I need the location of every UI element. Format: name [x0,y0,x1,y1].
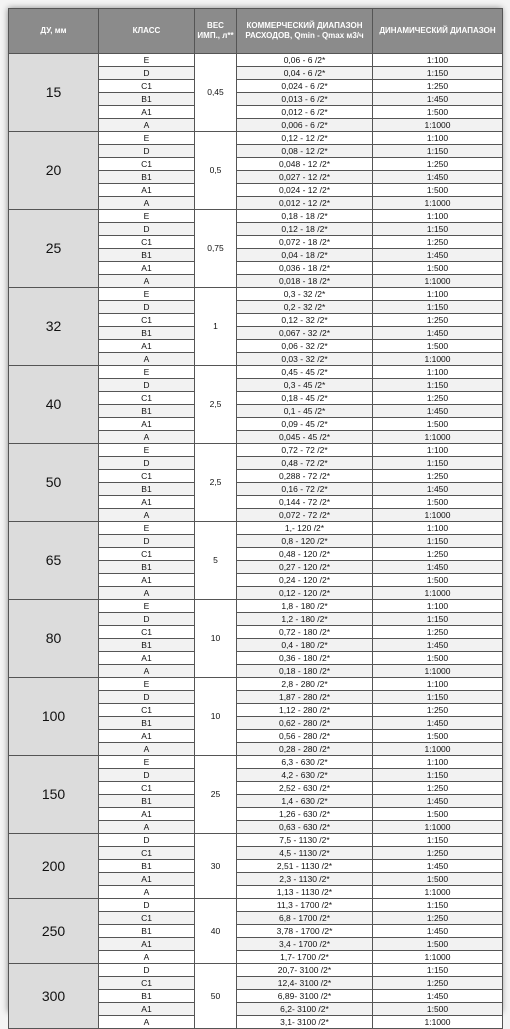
flow-range-cell: 0,06 - 6 /2* [237,54,373,67]
flow-range-cell: 4,5 - 1130 /2* [237,847,373,860]
flow-range-cell: 12,4- 3100 /2* [237,977,373,990]
class-cell: A1 [99,340,195,353]
table-row [9,834,503,847]
dynamic-range-cell: 1:1000 [373,353,503,366]
flow-range-cell: 0,013 - 6 /2* [237,93,373,106]
class-cell: E [99,756,195,769]
dynamic-range-cell: 1:500 [373,262,503,275]
flow-range-cell: 0,27 - 120 /2* [237,561,373,574]
class-cell: D [99,899,195,912]
dynamic-range-cell: 1:100 [373,678,503,691]
dynamic-range-cell: 1:500 [373,184,503,197]
class-cell: C1 [99,158,195,171]
dn-cell: 300 [9,964,99,1029]
class-cell: D [99,223,195,236]
flowmeter-spec-sheet [8,8,502,1027]
flow-range-cell: 0,006 - 6 /2* [237,119,373,132]
class-cell: C1 [99,314,195,327]
dn-cell: 100 [9,678,99,756]
flow-range-cell: 0,28 - 280 /2* [237,743,373,756]
pulse-weight-cell: 1 [195,288,237,366]
dynamic-range-cell: 1:150 [373,145,503,158]
dynamic-range-cell: 1:150 [373,769,503,782]
dn-cell: 200 [9,834,99,899]
class-cell: C1 [99,847,195,860]
flow-range-cell: 0,012 - 6 /2* [237,106,373,119]
dynamic-range-cell: 1:100 [373,210,503,223]
flow-range-cell: 6,2- 3100 /2* [237,1003,373,1016]
class-cell: E [99,444,195,457]
dynamic-range-cell: 1:150 [373,691,503,704]
dn-cell: 80 [9,600,99,678]
class-cell: C1 [99,470,195,483]
dynamic-range-cell: 1:500 [373,652,503,665]
class-cell: B1 [99,717,195,730]
flow-range-cell: 0,62 - 280 /2* [237,717,373,730]
class-cell: D [99,457,195,470]
flow-range-cell: 6,89- 3100 /2* [237,990,373,1003]
flow-range-cell: 0,067 - 32 /2* [237,327,373,340]
class-cell: B1 [99,795,195,808]
flow-range-cell: 2,8 - 280 /2* [237,678,373,691]
class-cell: A1 [99,262,195,275]
class-cell: A1 [99,184,195,197]
dynamic-range-cell: 1:250 [373,704,503,717]
dynamic-range-cell: 1:1000 [373,951,503,964]
flow-range-cell: 1,8 - 180 /2* [237,600,373,613]
class-cell: A1 [99,106,195,119]
dynamic-range-cell: 1:250 [373,626,503,639]
dn-cell: 250 [9,899,99,964]
class-cell: A [99,353,195,366]
flow-range-cell: 0,018 - 18 /2* [237,275,373,288]
table-body [9,54,503,1029]
dynamic-range-cell: 1:1000 [373,821,503,834]
dynamic-range-cell: 1:150 [373,964,503,977]
class-cell: E [99,54,195,67]
class-cell: A [99,587,195,600]
dynamic-range-cell: 1:250 [373,314,503,327]
dynamic-range-cell: 1:150 [373,301,503,314]
flow-range-cell: 0,18 - 180 /2* [237,665,373,678]
header-dn: ДУ, мм [9,9,99,54]
flow-range-cell: 0,24 - 120 /2* [237,574,373,587]
class-cell: D [99,613,195,626]
class-cell: A [99,431,195,444]
dynamic-range-cell: 1:500 [373,1003,503,1016]
dynamic-range-cell: 1:1000 [373,886,503,899]
table-row [9,54,503,67]
class-cell: A [99,509,195,522]
class-cell: A [99,951,195,964]
flow-range-cell: 6,8 - 1700 /2* [237,912,373,925]
class-cell: C1 [99,392,195,405]
class-cell: D [99,769,195,782]
flow-range-cell: 0,045 - 45 /2* [237,431,373,444]
dynamic-range-cell: 1:250 [373,236,503,249]
dynamic-range-cell: 1:450 [373,327,503,340]
dn-cell: 150 [9,756,99,834]
class-cell: A [99,665,195,678]
flow-range-cell: 0,08 - 12 /2* [237,145,373,158]
flow-range-cell: 0,3 - 45 /2* [237,379,373,392]
class-cell: A [99,119,195,132]
table-row [9,678,503,691]
dynamic-range-cell: 1:150 [373,67,503,80]
flow-range-cell: 0,4 - 180 /2* [237,639,373,652]
table-row [9,964,503,977]
dynamic-range-cell: 1:150 [373,834,503,847]
dynamic-range-cell: 1:100 [373,366,503,379]
dynamic-range-cell: 1:150 [373,535,503,548]
flow-range-cell: 3,4 - 1700 /2* [237,938,373,951]
class-cell: A1 [99,574,195,587]
class-cell: D [99,535,195,548]
header-dynamic-range: ДИНАМИЧЕСКИЙ ДИАПАЗОН [373,9,503,54]
dn-cell: 40 [9,366,99,444]
pulse-weight-cell: 25 [195,756,237,834]
dynamic-range-cell: 1:450 [373,561,503,574]
dynamic-range-cell: 1:250 [373,470,503,483]
dynamic-range-cell: 1:100 [373,600,503,613]
class-cell: A [99,197,195,210]
dynamic-range-cell: 1:500 [373,873,503,886]
class-cell: C1 [99,704,195,717]
dynamic-range-cell: 1:100 [373,444,503,457]
table-row [9,132,503,145]
flow-range-cell: 0,144 - 72 /2* [237,496,373,509]
dynamic-range-cell: 1:1000 [373,587,503,600]
class-cell: A1 [99,1003,195,1016]
dn-cell: 50 [9,444,99,522]
flow-range-cell: 0,1 - 45 /2* [237,405,373,418]
flow-range-cell: 0,45 - 45 /2* [237,366,373,379]
flow-range-cell: 11,3 - 1700 /2* [237,899,373,912]
flow-range-cell: 0,12 - 18 /2* [237,223,373,236]
dynamic-range-cell: 1:150 [373,379,503,392]
dynamic-range-cell: 1:250 [373,548,503,561]
dynamic-range-cell: 1:150 [373,223,503,236]
flow-range-cell: 0,36 - 180 /2* [237,652,373,665]
dynamic-range-cell: 1:500 [373,496,503,509]
flow-range-cell: 0,048 - 12 /2* [237,158,373,171]
class-cell: D [99,964,195,977]
class-cell: B1 [99,327,195,340]
class-cell: D [99,145,195,158]
flow-range-cell: 2,3 - 1130 /2* [237,873,373,886]
flow-range-cell: 0,72 - 72 /2* [237,444,373,457]
class-cell: A1 [99,652,195,665]
flow-range-cell: 0,16 - 72 /2* [237,483,373,496]
dynamic-range-cell: 1:100 [373,288,503,301]
class-cell: A [99,821,195,834]
flow-range-cell: 0,56 - 280 /2* [237,730,373,743]
class-cell: B1 [99,860,195,873]
flow-range-cell: 0,072 - 18 /2* [237,236,373,249]
class-cell: D [99,379,195,392]
flow-range-cell: 1,26 - 630 /2* [237,808,373,821]
flow-range-cell: 1,12 - 280 /2* [237,704,373,717]
flow-range-cell: 0,3 - 32 /2* [237,288,373,301]
class-cell: E [99,522,195,535]
flow-range-cell: 4,2 - 630 /2* [237,769,373,782]
header-row [9,9,503,54]
flow-range-cell: 0,04 - 6 /2* [237,67,373,80]
pulse-weight-cell: 5 [195,522,237,600]
flow-range-cell: 0,09 - 45 /2* [237,418,373,431]
class-cell: A [99,1016,195,1029]
table-row [9,756,503,769]
flow-range-cell: 2,52 - 630 /2* [237,782,373,795]
dynamic-range-cell: 1:500 [373,418,503,431]
table-row [9,210,503,223]
dynamic-range-cell: 1:1000 [373,197,503,210]
dynamic-range-cell: 1:500 [373,730,503,743]
flow-range-cell: 1,2 - 180 /2* [237,613,373,626]
dynamic-range-cell: 1:250 [373,782,503,795]
pulse-weight-cell: 10 [195,600,237,678]
dn-cell: 65 [9,522,99,600]
class-cell: A1 [99,938,195,951]
dynamic-range-cell: 1:250 [373,847,503,860]
flow-range-cell: 3,1- 3100 /2* [237,1016,373,1029]
flow-range-cell: 0,036 - 18 /2* [237,262,373,275]
class-cell: D [99,67,195,80]
pulse-weight-cell: 0,45 [195,54,237,132]
dynamic-range-cell: 1:1000 [373,665,503,678]
class-cell: C1 [99,626,195,639]
pulse-weight-cell: 10 [195,678,237,756]
dynamic-range-cell: 1:500 [373,340,503,353]
header-class: КЛАСС [99,9,195,54]
flow-range-cell: 1,- 120 /2* [237,522,373,535]
class-cell: D [99,691,195,704]
flow-range-cell: 0,072 - 72 /2* [237,509,373,522]
dynamic-range-cell: 1:100 [373,522,503,535]
class-cell: C1 [99,782,195,795]
dynamic-range-cell: 1:250 [373,977,503,990]
dynamic-range-cell: 1:450 [373,93,503,106]
header-flow-range: КОММЕРЧЕСКИЙ ДИАПАЗОН РАСХОДОВ, Qmin - Qmax м3/ч [237,9,373,54]
class-cell: A1 [99,808,195,821]
flow-range-cell: 0,12 - 32 /2* [237,314,373,327]
dynamic-range-cell: 1:500 [373,938,503,951]
class-cell: A1 [99,496,195,509]
class-cell: A [99,275,195,288]
dynamic-range-cell: 1:450 [373,249,503,262]
dynamic-range-cell: 1:1000 [373,743,503,756]
class-cell: B1 [99,639,195,652]
dynamic-range-cell: 1:1000 [373,119,503,132]
dynamic-range-cell: 1:500 [373,808,503,821]
pulse-weight-cell: 2,5 [195,444,237,522]
dynamic-range-cell: 1:500 [373,106,503,119]
flow-range-cell: 1,87 - 280 /2* [237,691,373,704]
class-cell: D [99,834,195,847]
class-cell: B1 [99,405,195,418]
table-row [9,366,503,379]
class-cell: B1 [99,990,195,1003]
class-cell: A1 [99,873,195,886]
dynamic-range-cell: 1:1000 [373,431,503,444]
flow-range-cell: 0,72 - 180 /2* [237,626,373,639]
class-cell: B1 [99,171,195,184]
pulse-weight-cell: 40 [195,899,237,964]
flow-range-cell: 0,288 - 72 /2* [237,470,373,483]
class-cell: D [99,301,195,314]
class-cell: C1 [99,912,195,925]
dynamic-range-cell: 1:1000 [373,275,503,288]
flow-range-cell: 0,18 - 45 /2* [237,392,373,405]
table-row [9,444,503,457]
class-cell: E [99,600,195,613]
class-cell: A [99,743,195,756]
flow-range-cell: 0,12 - 12 /2* [237,132,373,145]
flow-range-cell: 0,027 - 12 /2* [237,171,373,184]
flow-range-cell: 1,7- 1700 /2* [237,951,373,964]
dynamic-range-cell: 1:450 [373,990,503,1003]
dynamic-range-cell: 1:450 [373,860,503,873]
class-cell: E [99,288,195,301]
dynamic-range-cell: 1:450 [373,483,503,496]
class-cell: B1 [99,249,195,262]
flow-range-cell: 0,18 - 18 /2* [237,210,373,223]
pulse-weight-cell: 50 [195,964,237,1029]
class-cell: A1 [99,730,195,743]
dynamic-range-cell: 1:100 [373,756,503,769]
flow-range-cell: 3,78 - 1700 /2* [237,925,373,938]
class-cell: A [99,886,195,899]
pulse-weight-cell: 30 [195,834,237,899]
dynamic-range-cell: 1:100 [373,54,503,67]
flow-range-cell: 20,7- 3100 /2* [237,964,373,977]
class-cell: C1 [99,236,195,249]
flow-range-cell: 7,5 - 1130 /2* [237,834,373,847]
dn-cell: 25 [9,210,99,288]
dynamic-range-cell: 1:500 [373,574,503,587]
flow-range-cell: 0,48 - 72 /2* [237,457,373,470]
class-cell: C1 [99,548,195,561]
dynamic-range-cell: 1:450 [373,717,503,730]
flow-range-cell: 0,8 - 120 /2* [237,535,373,548]
flow-range-cell: 0,04 - 18 /2* [237,249,373,262]
dynamic-range-cell: 1:1000 [373,509,503,522]
dynamic-range-cell: 1:450 [373,171,503,184]
dynamic-range-cell: 1:250 [373,80,503,93]
table-row [9,288,503,301]
table-row [9,899,503,912]
dynamic-range-cell: 1:250 [373,912,503,925]
header-pulse-weight: ВЕС ИМП., л** [195,9,237,54]
flow-range-cell: 0,024 - 12 /2* [237,184,373,197]
class-cell: C1 [99,977,195,990]
class-cell: B1 [99,93,195,106]
flowmeter-spec-table [8,8,503,1029]
class-cell: E [99,678,195,691]
flow-range-cell: 0,12 - 120 /2* [237,587,373,600]
flow-range-cell: 2,51 - 1130 /2* [237,860,373,873]
class-cell: A1 [99,418,195,431]
flow-range-cell: 6,3 - 630 /2* [237,756,373,769]
dynamic-range-cell: 1:150 [373,899,503,912]
class-cell: E [99,132,195,145]
class-cell: E [99,210,195,223]
class-cell: C1 [99,80,195,93]
dynamic-range-cell: 1:100 [373,132,503,145]
dn-cell: 15 [9,54,99,132]
dynamic-range-cell: 1:450 [373,795,503,808]
class-cell: B1 [99,561,195,574]
flow-range-cell: 0,48 - 120 /2* [237,548,373,561]
class-cell: E [99,366,195,379]
dn-cell: 20 [9,132,99,210]
pulse-weight-cell: 0,75 [195,210,237,288]
dynamic-range-cell: 1:450 [373,639,503,652]
dn-cell: 32 [9,288,99,366]
flow-range-cell: 0,024 - 6 /2* [237,80,373,93]
dynamic-range-cell: 1:1000 [373,1016,503,1029]
dynamic-range-cell: 1:250 [373,392,503,405]
flow-range-cell: 1,13 - 1130 /2* [237,886,373,899]
dynamic-range-cell: 1:250 [373,158,503,171]
flow-range-cell: 1,4 - 630 /2* [237,795,373,808]
pulse-weight-cell: 2,5 [195,366,237,444]
flow-range-cell: 0,63 - 630 /2* [237,821,373,834]
dynamic-range-cell: 1:450 [373,405,503,418]
table-row [9,522,503,535]
class-cell: B1 [99,483,195,496]
class-cell: B1 [99,925,195,938]
table-row [9,600,503,613]
dynamic-range-cell: 1:450 [373,925,503,938]
flow-range-cell: 0,2 - 32 /2* [237,301,373,314]
flow-range-cell: 0,03 - 32 /2* [237,353,373,366]
flow-range-cell: 0,06 - 32 /2* [237,340,373,353]
flow-range-cell: 0,012 - 12 /2* [237,197,373,210]
pulse-weight-cell: 0,5 [195,132,237,210]
dynamic-range-cell: 1:150 [373,457,503,470]
dynamic-range-cell: 1:150 [373,613,503,626]
